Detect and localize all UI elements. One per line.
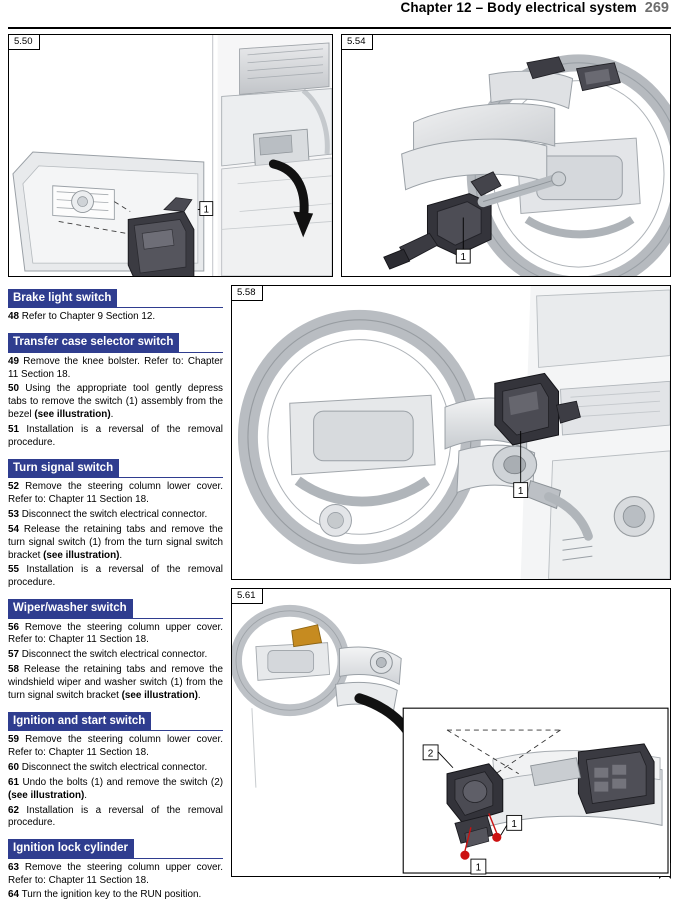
section-turn-signal-switch [8, 458, 223, 478]
section-ignition-lock-cylinder [8, 838, 223, 858]
step-number: 52 [8, 481, 19, 493]
step-number: 53 [8, 508, 19, 520]
step-number: 63 [8, 861, 19, 873]
figure-5-61 [231, 588, 671, 877]
step-number: 64 [8, 889, 19, 901]
section-heading: Turn signal switch [8, 459, 119, 477]
step-illustration-ref: (see illustration) [8, 789, 85, 801]
figure-5-58-label: 5.58 [232, 286, 263, 301]
step-59 [8, 734, 223, 760]
step-text: Release the retaining tabs and remove the windshield wiper and washer switch (1) from the turn signal switch bracket [8, 664, 223, 701]
step-text: Remove the knee bolster. Refer to: Chapter 11 Section 18. [8, 355, 223, 380]
svg-text:1: 1 [511, 818, 517, 830]
step-illustration-ref: (see illustration) [34, 409, 111, 421]
step-number: 54 [8, 523, 19, 535]
step-number: 51 [8, 424, 19, 435]
step-number: 49 [8, 355, 19, 367]
step-number: 56 [8, 621, 19, 633]
step-63 [8, 862, 223, 888]
step-51 [8, 424, 223, 450]
step-58 [8, 664, 223, 703]
section-heading: Brake light switch [8, 289, 117, 307]
step-48 [8, 311, 223, 324]
step-text: Installation is a reversal of the removal procedure. [8, 804, 223, 829]
section-brake-light-switch [8, 288, 223, 308]
step-number: 60 [8, 761, 19, 773]
page-number: 269 [644, 0, 669, 16]
step-number: 61 [8, 776, 19, 788]
step-number: 55 [8, 564, 19, 576]
section-heading: Transfer case selector switch [8, 333, 179, 351]
step-61 [8, 777, 223, 803]
section-heading: Ignition lock cylinder [8, 839, 134, 857]
step-text: Remove the steering column lower cover. Refer to: Chapter 11 Section 18. [8, 481, 224, 505]
svg-text:1: 1 [203, 204, 210, 216]
figure-5-50 [8, 34, 333, 277]
step-54 [8, 524, 223, 563]
step-text: Remove the steering column upper cover. Refer to: Chapter 11 Section 18. [8, 861, 223, 886]
step-number: 48 [8, 311, 19, 323]
step-text-tail: . [119, 549, 123, 561]
step-60 [8, 762, 223, 775]
step-text: Disconnect the switch electrical connector. [21, 649, 208, 661]
svg-text:1: 1 [460, 252, 467, 264]
step-text: Remove the steering column upper cover. Refer to: Chapter 11 Section 18. [8, 621, 223, 646]
step-text-tail: . [84, 789, 88, 801]
step-text-tail: . [110, 409, 114, 421]
step-49 [8, 356, 223, 382]
step-57 [8, 649, 223, 662]
step-56 [8, 622, 223, 648]
figure-5-50-artwork [9, 35, 332, 276]
step-number: 57 [8, 649, 19, 661]
step-64 [8, 889, 223, 902]
figure-5-61-artwork [232, 589, 670, 876]
step-number: 50 [8, 383, 19, 395]
section-ignition-and-start-switch [8, 711, 223, 731]
figure-5-54-artwork [342, 35, 670, 276]
svg-text:2: 2 [427, 748, 434, 760]
step-text: Using the appropriate tool gently depress tabs to remove the switch (1) assembly from the bezel [8, 383, 223, 421]
figure-5-50-label: 5.50 [9, 35, 40, 50]
chapter-title: Chapter 12 – Body electrical system [400, 0, 637, 15]
step-illustration-ref: (see illustration) [43, 549, 120, 561]
step-55 [8, 564, 223, 590]
step-text: Installation is a reversal of the removal procedure. [8, 564, 223, 589]
svg-text:1: 1 [517, 486, 524, 498]
step-number: 58 [8, 664, 19, 676]
step-50 [8, 383, 223, 422]
step-text: Turn the ignition key to the RUN position. [21, 889, 202, 901]
step-53 [8, 509, 223, 522]
step-text: Installation is a reversal of the removal procedure. [8, 424, 223, 448]
page-header [8, 0, 671, 26]
step-text: Undo the bolts (1) and remove the switch (2) [22, 776, 223, 788]
step-text: Disconnect the switch electrical connector. [21, 761, 208, 773]
figure-5-54-label: 5.54 [342, 35, 373, 50]
step-62 [8, 805, 223, 831]
section-wiper-washer-switch [8, 598, 223, 618]
step-text: Remove the steering column lower cover. Refer to: Chapter 11 Section 18. [8, 734, 224, 758]
section-heading: Wiper/washer switch [8, 599, 133, 617]
figure-5-58 [231, 285, 671, 580]
step-text: Refer to Chapter 9 Section 12. [21, 311, 156, 323]
step-text: Disconnect the switch electrical connector. [21, 508, 208, 520]
step-text: Release the retaining tabs and remove the turn signal switch (1) from the turn signal switch bracket [8, 523, 223, 561]
procedure-text-column [8, 288, 223, 904]
section-transfer-case-selector-switch [8, 332, 223, 352]
svg-text:1: 1 [475, 862, 482, 874]
step-text-tail: . [197, 689, 201, 701]
header-rule [8, 27, 671, 29]
figure-5-61-label: 5.61 [232, 589, 263, 604]
step-number: 59 [8, 734, 19, 746]
step-52 [8, 481, 223, 507]
step-illustration-ref: (see illustration) [121, 689, 198, 701]
figure-5-58-artwork [232, 286, 670, 579]
figure-5-54 [341, 34, 671, 277]
step-number: 62 [8, 804, 19, 816]
section-heading: Ignition and start switch [8, 712, 151, 730]
